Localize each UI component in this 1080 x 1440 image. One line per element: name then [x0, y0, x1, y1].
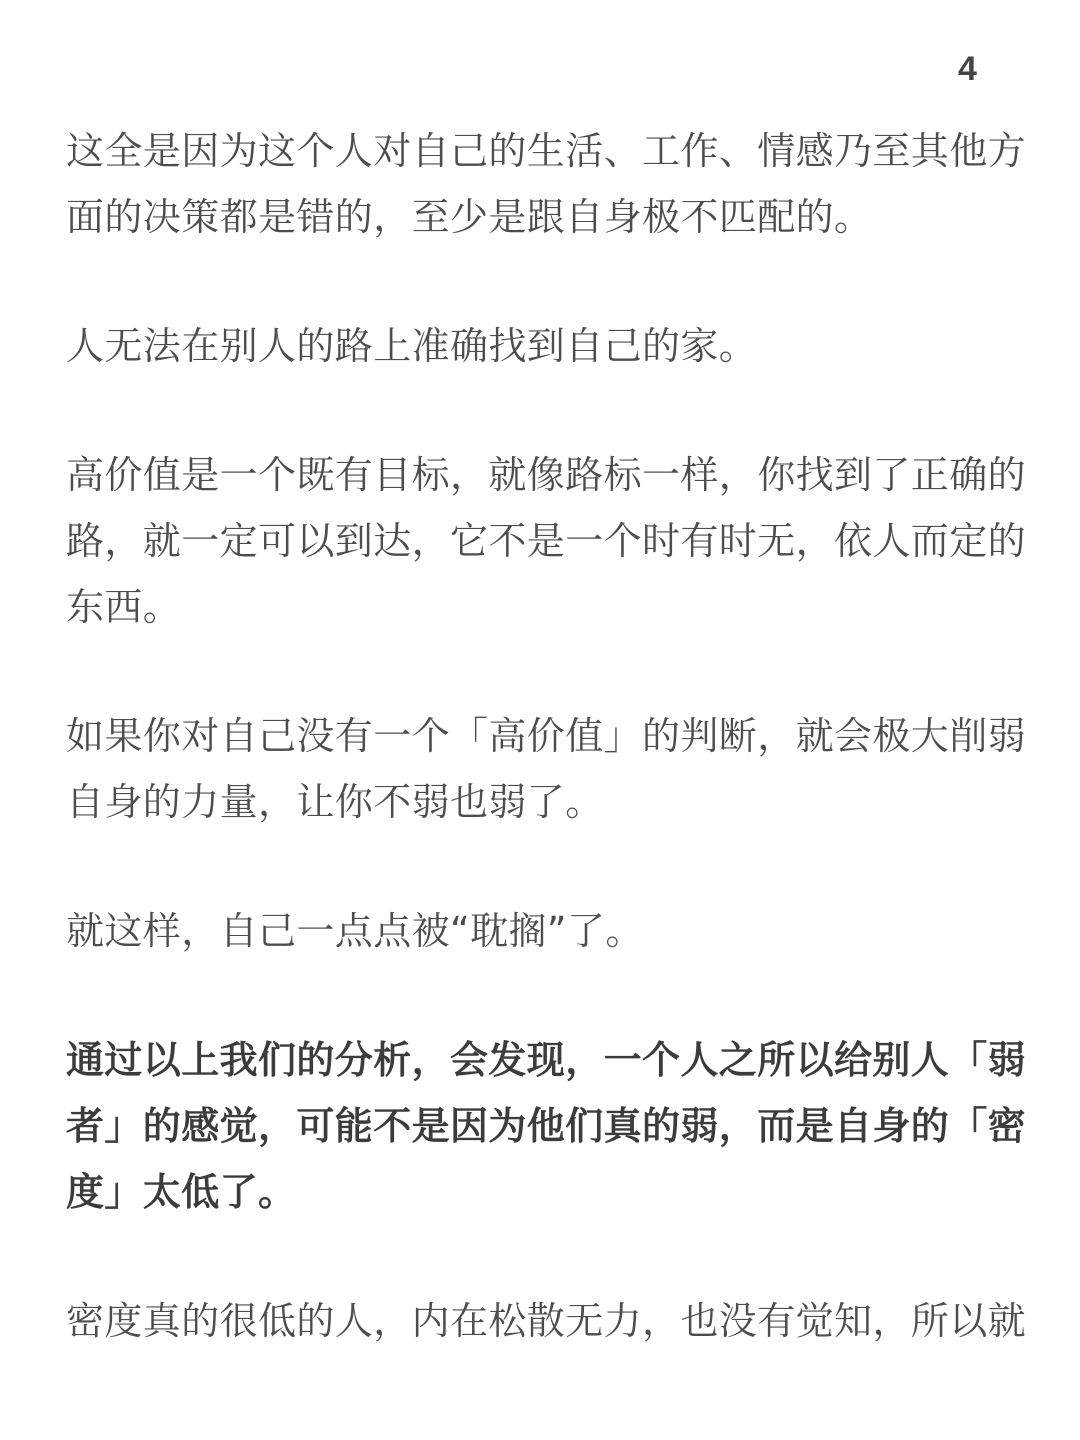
paragraph-decision — [66, 118, 1027, 250]
article-body — [66, 118, 1027, 1417]
page-number: 4 — [958, 50, 977, 88]
text-line: 东西。 — [66, 585, 182, 629]
text-line: 就这样，自己一点点被“耽搁”了。 — [66, 909, 644, 953]
text-line: 这全是因为这个人对自己的生活、工作、情感乃至其他方 — [66, 129, 1027, 173]
paragraph-home — [66, 313, 1016, 379]
text-line: 如果你对自己没有一个「高价值」的判断，就会极大削弱 — [66, 714, 1027, 758]
paragraph-bold-analysis — [66, 1027, 1027, 1225]
text-line: 路，就一定可以到达，它不是一个时有时无，依人而定的 — [66, 519, 1027, 563]
paragraph-delayed — [66, 898, 1016, 964]
text-line: 者」的感觉，可能不是因为他们真的弱，而是自身的「密 — [66, 1104, 1027, 1148]
text-line: 度」太低了。 — [66, 1170, 297, 1214]
text-line: 通过以上我们的分析，会发现，一个人之所以给别人「弱 — [66, 1038, 1027, 1082]
text-line: 人无法在别人的路上准确找到自己的家。 — [66, 324, 758, 368]
paragraph-high-value — [66, 442, 1027, 640]
text-line: 面的决策都是错的，至少是跟自身极不匹配的。 — [66, 195, 873, 239]
text-line: 高价值是一个既有目标，就像路标一样，你找到了正确的 — [66, 453, 1027, 497]
text-line: 密度真的很低的人，内在松散无力，也没有觉知，所以就 — [66, 1299, 1027, 1343]
paragraph-judgement — [66, 703, 1027, 835]
paragraph-density — [66, 1288, 1027, 1354]
text-line: 自身的力量，让你不弱也弱了。 — [66, 780, 604, 824]
